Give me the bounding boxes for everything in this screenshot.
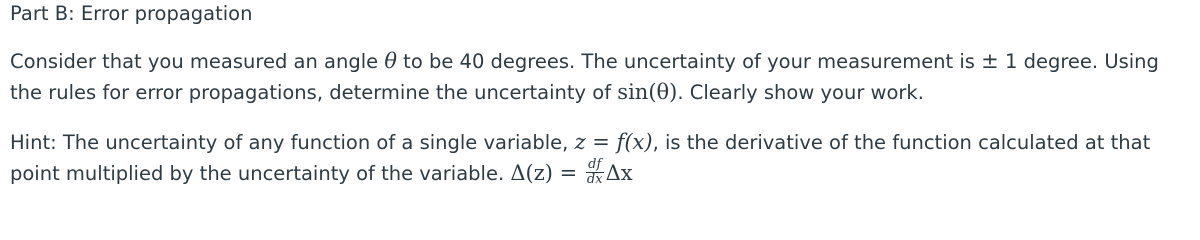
question-paragraph xyxy=(10,46,1195,108)
math-plus-minus: ± xyxy=(981,49,999,73)
math-delta-z: Δ(z) = xyxy=(510,161,584,185)
question-text-1: Consider that you measured an angle xyxy=(10,50,385,73)
question-text-4: . Clearly show your work. xyxy=(677,81,924,104)
question-text-2: to be 40 degrees. The uncertainty of your measurement is xyxy=(396,50,982,73)
hint-text-1: Hint: The uncertainty of any function of a single variable, xyxy=(10,131,575,154)
math-z-equals-f-x: z = f(x) xyxy=(574,130,653,154)
fraction-denominator: dx xyxy=(586,172,603,187)
question-container xyxy=(10,0,1195,189)
hint-paragraph xyxy=(10,127,1195,189)
hint-text-2: , is the derivative of the function calculated at that point multiplied by the uncertainty of the variable. xyxy=(10,131,1151,185)
math-theta: θ xyxy=(384,49,397,73)
part-title: Part B: Error propagation xyxy=(10,2,253,25)
math-delta-x: Δx xyxy=(605,161,633,185)
math-sin-theta: sin(θ) xyxy=(617,80,678,104)
math-derivative-fraction xyxy=(586,158,604,187)
question-text-3: 1 degree. Using the rules for error propagations, determine the uncertainty of xyxy=(10,50,1159,104)
fraction-numerator: df xyxy=(586,158,604,173)
